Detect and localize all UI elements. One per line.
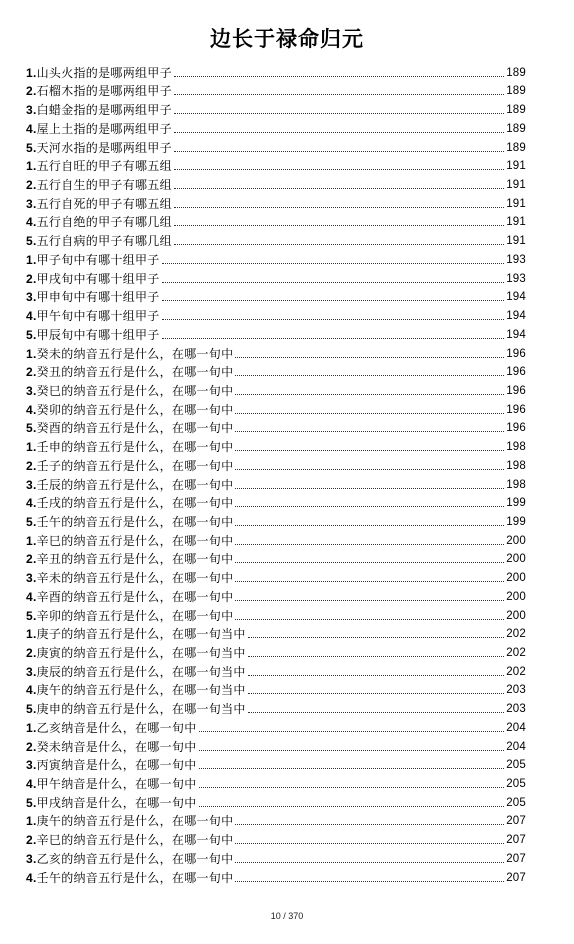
toc-dot-leader xyxy=(162,337,505,339)
toc-entry-text: 癸巳的纳音五行是什么，在哪一旬中 xyxy=(36,383,234,398)
toc-dot-leader xyxy=(199,730,505,732)
toc-entry[interactable] xyxy=(26,211,526,230)
toc-entry-label xyxy=(26,459,233,473)
toc-entry-text: 庚子的纳音五行是什么，在哪一旬当中 xyxy=(36,627,246,642)
toc-entry-number: 3. xyxy=(26,664,37,679)
toc-entry-page-number: 196 xyxy=(506,366,526,379)
toc-entry-text: 辛巳的纳音五行是什么，在哪一旬中 xyxy=(36,833,234,848)
toc-entry-number: 1. xyxy=(26,533,37,548)
toc-entry-text: 五行自绝的甲子有哪几组 xyxy=(36,215,172,230)
toc-entry[interactable] xyxy=(26,323,526,342)
toc-entry-text: 甲午纳音是什么，在哪一旬中 xyxy=(36,777,197,792)
toc-entry-page-number: 200 xyxy=(506,590,526,603)
toc-dot-leader xyxy=(235,393,504,395)
toc-entry[interactable] xyxy=(26,866,526,885)
toc-entry-number: 4. xyxy=(26,870,37,885)
toc-entry-label xyxy=(26,683,246,697)
page-title: 边长于禄命归元 xyxy=(210,26,364,51)
toc-entry[interactable] xyxy=(26,435,526,454)
toc-entry-number: 5. xyxy=(26,234,37,249)
toc-dot-leader xyxy=(174,243,504,245)
toc-dot-leader xyxy=(235,599,504,601)
toc-entry-page-number: 189 xyxy=(506,104,526,117)
toc-entry-text: 辛酉的纳音五行是什么，在哪一旬中 xyxy=(36,589,234,604)
toc-entry-text: 甲午旬中有哪十组甲子 xyxy=(36,309,160,324)
toc-entry-number: 4. xyxy=(26,121,37,136)
toc-entry-number: 4. xyxy=(26,309,37,324)
toc-entry[interactable] xyxy=(26,660,526,679)
toc-entry-page-number: 198 xyxy=(506,441,526,454)
toc-entry-text: 壬子的纳音五行是什么，在哪一旬中 xyxy=(36,458,234,473)
toc-entry-label xyxy=(26,515,233,529)
toc-entry[interactable] xyxy=(26,61,526,80)
toc-entry-text: 癸未的纳音五行是什么，在哪一旬中 xyxy=(36,346,234,361)
toc-entry-number: 5. xyxy=(26,327,37,342)
toc-entry-page-number: 207 xyxy=(506,871,526,884)
toc-dot-leader xyxy=(235,618,504,620)
toc-entry-text: 甲子旬中有哪十组甲子 xyxy=(36,252,160,267)
toc-dot-leader xyxy=(174,206,504,208)
toc-entry[interactable] xyxy=(26,510,526,529)
toc-entry-page-number: 207 xyxy=(506,834,526,847)
toc-entry[interactable] xyxy=(26,473,526,492)
toc-entry-text: 庚申的纳音五行是什么，在哪一旬当中 xyxy=(36,702,246,717)
toc-dot-leader xyxy=(235,524,504,526)
toc-dot-leader xyxy=(235,861,504,863)
toc-entry-label xyxy=(26,122,172,136)
toc-entry-page-number: 191 xyxy=(506,160,526,173)
toc-entry-text: 辛丑的纳音五行是什么，在哪一旬中 xyxy=(36,552,234,567)
toc-entry-number: 2. xyxy=(26,646,37,660)
toc-entry-number: 5. xyxy=(26,514,37,529)
toc-entry[interactable] xyxy=(26,754,526,773)
toc-entry[interactable] xyxy=(26,548,526,567)
toc-entry-label xyxy=(26,234,172,248)
toc-dot-leader xyxy=(235,468,504,470)
toc-entry-page-number: 202 xyxy=(506,628,526,641)
toc-entry-label xyxy=(26,758,197,772)
toc-entry-text: 乙亥的纳音五行是什么，在哪一旬中 xyxy=(36,851,234,866)
toc-entry-page-number: 196 xyxy=(506,403,526,416)
toc-entry-page-number: 189 xyxy=(506,141,526,154)
toc-entry-text: 天河水指的是哪两组甲子 xyxy=(36,140,172,155)
toc-entry-page-number: 191 xyxy=(506,179,526,192)
toc-entry-text: 壬申的纳音五行是什么，在哪一旬中 xyxy=(36,440,234,455)
toc-entry[interactable] xyxy=(26,585,526,604)
toc-entry-page-number: 198 xyxy=(506,459,526,472)
toc-entry-label xyxy=(26,833,233,847)
toc-entry-label xyxy=(26,290,160,304)
toc-entry-number: 3. xyxy=(26,851,37,866)
toc-entry[interactable] xyxy=(26,98,526,117)
toc-entry[interactable] xyxy=(26,229,526,248)
toc-entry-number: 4. xyxy=(26,777,37,792)
toc-dot-leader xyxy=(248,711,504,713)
toc-entry-text: 白蜡金指的是哪两组甲子 xyxy=(36,103,172,118)
toc-entry[interactable] xyxy=(26,623,526,642)
toc-dot-leader xyxy=(235,880,504,882)
toc-dot-leader xyxy=(174,93,504,95)
toc-entry-label xyxy=(26,852,233,866)
toc-dot-leader xyxy=(162,299,505,301)
toc-entry-number: 2. xyxy=(26,739,37,754)
toc-entry[interactable] xyxy=(26,735,526,754)
toc-entry-label xyxy=(26,197,172,211)
toc-entry[interactable] xyxy=(26,304,526,323)
toc-dot-leader xyxy=(174,131,504,133)
toc-entry-text: 癸未纳音是什么，在哪一旬中 xyxy=(36,739,197,754)
toc-entry-label xyxy=(26,347,233,361)
toc-entry-label xyxy=(26,159,172,173)
toc-entry-text: 甲戌旬中有哪十组甲子 xyxy=(36,271,160,286)
toc-entry-number: 1. xyxy=(26,346,37,361)
toc-entry-page-number: 189 xyxy=(506,66,526,79)
toc-entry-label xyxy=(26,796,197,810)
toc-entry[interactable] xyxy=(26,379,526,398)
toc-entry-number: 1. xyxy=(26,440,37,455)
toc-entry-label xyxy=(26,534,233,548)
toc-entry-label xyxy=(26,215,172,229)
toc-entry-number: 4. xyxy=(26,683,37,698)
table-of-contents xyxy=(26,61,526,885)
toc-entry-text: 石榴木指的是哪两组甲子 xyxy=(36,84,172,99)
toc-entry-text: 壬戌的纳音五行是什么，在哪一旬中 xyxy=(36,496,234,511)
toc-entry-label xyxy=(26,609,233,623)
toc-entry[interactable] xyxy=(26,192,526,211)
toc-entry-number: 2. xyxy=(26,552,37,567)
toc-entry[interactable] xyxy=(26,80,526,99)
toc-entry-label xyxy=(26,665,246,679)
toc-entry-page-number: 207 xyxy=(506,815,526,828)
toc-dot-leader xyxy=(235,823,504,825)
toc-entry-label xyxy=(26,552,233,566)
toc-entry-number: 1. xyxy=(26,627,37,642)
toc-entry-text: 庚寅的纳音五行是什么，在哪一旬当中 xyxy=(36,646,246,660)
toc-entry-label xyxy=(26,309,160,323)
toc-entry-number: 1. xyxy=(26,65,37,80)
toc-entry[interactable] xyxy=(26,828,526,847)
toc-entry-page-number: 200 xyxy=(506,534,526,547)
toc-entry-number: 2. xyxy=(26,271,37,286)
toc-entry-text: 五行自病的甲子有哪几组 xyxy=(36,234,172,249)
toc-entry[interactable] xyxy=(26,136,526,155)
toc-entry-page-number: 205 xyxy=(506,796,526,809)
toc-entry-page-number: 191 xyxy=(506,216,526,229)
toc-dot-leader xyxy=(174,150,504,152)
toc-entry-label xyxy=(26,141,172,155)
toc-entry[interactable] xyxy=(26,697,526,716)
toc-entry-text: 甲申旬中有哪十组甲子 xyxy=(36,290,160,305)
toc-entry-number: 4. xyxy=(26,496,37,511)
toc-dot-leader xyxy=(248,692,504,694)
toc-entry-label xyxy=(26,403,233,417)
toc-dot-leader xyxy=(235,449,504,451)
toc-entry-text: 丙寅纳音是什么，在哪一旬中 xyxy=(36,758,197,773)
toc-entry-label xyxy=(26,66,172,80)
toc-entry[interactable] xyxy=(26,248,526,267)
toc-entry-number: 2. xyxy=(26,84,37,99)
toc-entry[interactable] xyxy=(26,641,526,660)
toc-entry-text: 辛未的纳音五行是什么，在哪一旬中 xyxy=(36,571,234,586)
toc-entry-page-number: 199 xyxy=(506,497,526,510)
toc-entry-text: 屋上土指的是哪两组甲子 xyxy=(36,121,172,136)
toc-dot-leader xyxy=(235,374,504,376)
toc-entry-label xyxy=(26,740,197,754)
toc-entry-label xyxy=(26,365,233,379)
toc-entry[interactable] xyxy=(26,529,526,548)
toc-entry-page-number: 193 xyxy=(506,253,526,266)
toc-entry-number: 1. xyxy=(26,159,37,174)
toc-entry-page-number: 196 xyxy=(506,384,526,397)
toc-entry-page-number: 191 xyxy=(506,235,526,248)
toc-dot-leader xyxy=(174,112,504,114)
toc-entry-label xyxy=(26,814,233,828)
toc-entry-text: 乙亥纳音是什么，在哪一旬中 xyxy=(36,720,197,735)
toc-entry-text: 癸酉的纳音五行是什么，在哪一旬中 xyxy=(36,421,234,436)
toc-entry[interactable] xyxy=(26,810,526,829)
toc-entry[interactable] xyxy=(26,791,526,810)
toc-dot-leader xyxy=(174,224,504,226)
toc-entry-label xyxy=(26,440,233,454)
toc-dot-leader xyxy=(199,786,505,788)
toc-entry-number: 4. xyxy=(26,215,37,230)
toc-entry-label xyxy=(26,571,233,585)
toc-entry-label xyxy=(26,721,197,735)
toc-entry-label xyxy=(26,384,233,398)
toc-entry-text: 癸卯的纳音五行是什么，在哪一旬中 xyxy=(36,402,234,417)
toc-entry-page-number: 204 xyxy=(506,721,526,734)
toc-dot-leader xyxy=(162,281,505,283)
toc-dot-leader xyxy=(248,674,504,676)
toc-entry-number: 3. xyxy=(26,571,37,586)
toc-entry-number: 1. xyxy=(26,720,37,735)
toc-entry-page-number: 200 xyxy=(506,553,526,566)
toc-entry-label xyxy=(26,478,233,492)
toc-entry[interactable] xyxy=(26,772,526,791)
toc-entry-label xyxy=(26,84,172,98)
toc-dot-leader xyxy=(235,842,504,844)
toc-dot-leader xyxy=(162,262,505,264)
toc-entry[interactable] xyxy=(26,847,526,866)
toc-entry-text: 辛巳的纳音五行是什么，在哪一旬中 xyxy=(36,533,234,548)
toc-entry-number: 5. xyxy=(26,608,37,623)
toc-dot-leader xyxy=(199,767,505,769)
toc-entry[interactable] xyxy=(26,679,526,698)
toc-entry[interactable] xyxy=(26,286,526,305)
toc-entry-text: 甲戌纳音是什么，在哪一旬中 xyxy=(36,795,197,810)
toc-entry-number: 3. xyxy=(26,477,37,492)
toc-entry-text: 庚午的纳音五行是什么，在哪一旬中 xyxy=(36,814,234,829)
toc-dot-leader xyxy=(235,430,504,432)
toc-dot-leader xyxy=(199,749,505,751)
toc-entry-number: 2. xyxy=(26,365,37,380)
toc-entry[interactable] xyxy=(26,267,526,286)
toc-dot-leader xyxy=(248,636,504,638)
toc-entry-label xyxy=(26,871,233,885)
toc-dot-leader xyxy=(235,580,504,582)
toc-entry-number: 5. xyxy=(26,421,37,436)
toc-entry-page-number: 198 xyxy=(506,478,526,491)
toc-entry-page-number: 194 xyxy=(506,328,526,341)
toc-entry-number: 3. xyxy=(26,103,37,118)
toc-entry-page-number: 202 xyxy=(506,665,526,678)
toc-entry-number: 2. xyxy=(26,833,37,848)
toc-dot-leader xyxy=(235,412,504,414)
toc-entry-page-number: 200 xyxy=(506,572,526,585)
toc-entry[interactable] xyxy=(26,173,526,192)
toc-entry-page-number: 196 xyxy=(506,422,526,435)
toc-dot-leader xyxy=(235,561,504,563)
toc-entry-page-number: 199 xyxy=(506,515,526,528)
toc-entry-label xyxy=(26,272,160,286)
toc-dot-leader xyxy=(235,356,504,358)
toc-dot-leader xyxy=(174,75,504,77)
toc-dot-leader xyxy=(235,505,504,507)
toc-entry-number: 1. xyxy=(26,814,37,829)
toc-entry-number: 3. xyxy=(26,383,37,398)
toc-entry-number: 2. xyxy=(26,458,37,473)
toc-entry-label xyxy=(26,777,197,791)
toc-entry-label xyxy=(26,103,172,117)
toc-entry-label xyxy=(26,178,172,192)
toc-dot-leader xyxy=(174,168,504,170)
page-number-footer: 10 / 370 xyxy=(270,911,304,921)
toc-entry-number: 4. xyxy=(26,402,37,417)
toc-entry-label xyxy=(26,328,160,342)
toc-entry-page-number: 203 xyxy=(506,684,526,697)
toc-entry-text: 辛卯的纳音五行是什么，在哪一旬中 xyxy=(36,608,234,623)
toc-entry-text: 庚午的纳音五行是什么，在哪一旬当中 xyxy=(36,683,246,698)
toc-dot-leader xyxy=(199,805,505,807)
toc-entry-text: 壬午的纳音五行是什么，在哪一旬中 xyxy=(36,870,234,885)
toc-entry-text: 壬午的纳音五行是什么，在哪一旬中 xyxy=(36,514,234,529)
toc-entry-page-number: 189 xyxy=(506,122,526,135)
toc-entry-number: 2. xyxy=(26,178,37,193)
toc-entry[interactable] xyxy=(26,492,526,511)
toc-entry-number: 1. xyxy=(26,252,37,267)
toc-entry-page-number: 204 xyxy=(506,740,526,753)
toc-entry-number: 3. xyxy=(26,758,37,773)
toc-entry-number: 5. xyxy=(26,140,37,155)
toc-entry-text: 山头火指的是哪两组甲子 xyxy=(36,65,172,80)
toc-entry-text: 五行自死的甲子有哪五组 xyxy=(36,196,172,211)
toc-dot-leader xyxy=(174,187,504,189)
toc-entry[interactable] xyxy=(26,604,526,623)
toc-entry-page-number: 191 xyxy=(506,197,526,210)
toc-entry[interactable] xyxy=(26,566,526,585)
toc-entry[interactable] xyxy=(26,342,526,361)
toc-entry-number: 5. xyxy=(26,795,37,810)
toc-entry-page-number: 205 xyxy=(506,759,526,772)
toc-entry-text: 五行自旺的甲子有哪五组 xyxy=(36,159,172,174)
toc-entry-number: 3. xyxy=(26,196,37,211)
toc-entry-page-number: 193 xyxy=(506,272,526,285)
toc-entry-text: 癸丑的纳音五行是什么，在哪一旬中 xyxy=(36,365,234,380)
toc-entry-text: 甲辰旬中有哪十组甲子 xyxy=(36,327,160,342)
toc-entry-page-number: 196 xyxy=(506,347,526,360)
toc-entry-text: 壬辰的纳音五行是什么，在哪一旬中 xyxy=(36,477,234,492)
toc-entry-text: 庚辰的纳音五行是什么，在哪一旬当中 xyxy=(36,664,246,679)
toc-entry[interactable] xyxy=(26,398,526,417)
toc-entry-label xyxy=(26,421,233,435)
toc-entry-label xyxy=(26,702,246,716)
toc-entry-label xyxy=(26,253,160,267)
toc-dot-leader xyxy=(235,543,504,545)
toc-entry-number: 4. xyxy=(26,589,37,604)
toc-entry-number: 3. xyxy=(26,290,37,305)
toc-entry[interactable] xyxy=(26,417,526,436)
toc-entry-page-number: 207 xyxy=(506,852,526,865)
toc-entry-page-number: 189 xyxy=(506,85,526,98)
toc-dot-leader xyxy=(248,655,504,657)
toc-entry[interactable] xyxy=(26,155,526,174)
toc-entry-page-number: 202 xyxy=(506,647,526,659)
toc-entry[interactable] xyxy=(26,454,526,473)
toc-entry[interactable] xyxy=(26,361,526,380)
toc-entry[interactable] xyxy=(26,716,526,735)
toc-entry-number: 5. xyxy=(26,702,37,717)
toc-entry-label xyxy=(26,627,246,641)
toc-dot-leader xyxy=(235,487,504,489)
toc-entry-label xyxy=(26,590,233,604)
toc-entry-page-number: 205 xyxy=(506,778,526,791)
toc-entry[interactable] xyxy=(26,117,526,136)
toc-entry-page-number: 194 xyxy=(506,310,526,323)
toc-entry-page-number: 203 xyxy=(506,703,526,716)
toc-entry-page-number: 200 xyxy=(506,609,526,622)
toc-entry-page-number: 194 xyxy=(506,291,526,304)
toc-dot-leader xyxy=(162,318,505,320)
toc-entry-text: 五行自生的甲子有哪五组 xyxy=(36,178,172,193)
toc-entry-label xyxy=(26,496,233,510)
toc-entry-label xyxy=(26,646,246,660)
